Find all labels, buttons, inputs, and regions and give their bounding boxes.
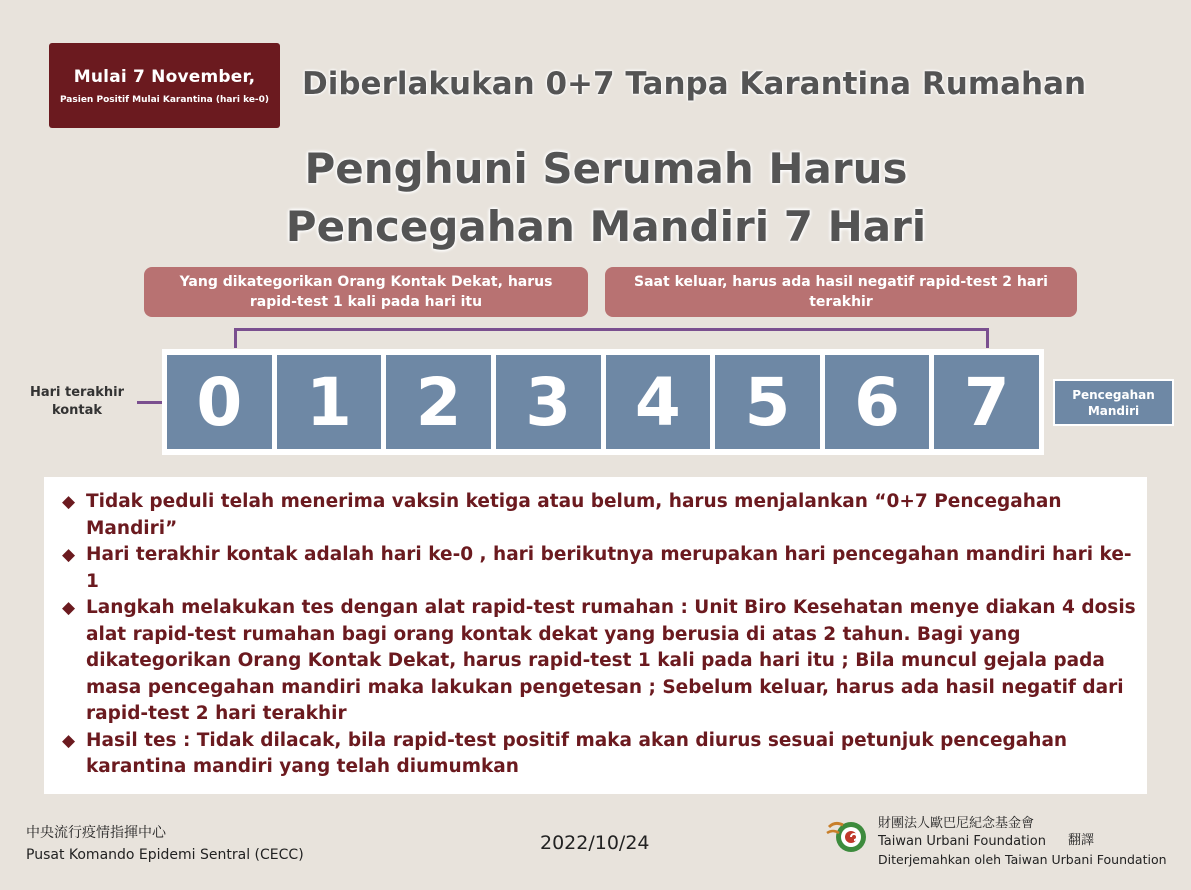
day-box-6: 6 [825, 355, 930, 449]
note-text: Hasil tes : Tidak dilacak, bila rapid-test positif maka akan diurus sesuai petunjuk pencegahan karantina mandiri yang telah diumumkan [86, 729, 1068, 777]
foundation-name-zh: 財團法人歐巴尼紀念基金會 [878, 816, 1035, 831]
diamond-bullet-icon: ◆ [62, 598, 76, 618]
day-box-4: 4 [606, 355, 711, 449]
badge-subtitle: Pasien Positif Mulai Karantina (hari ke-0) [59, 94, 270, 105]
title-line-2: Pencegahan Mandiri 7 Hari [285, 202, 927, 251]
day-box-5: 5 [715, 355, 820, 449]
notes-list [62, 489, 1137, 781]
list-item [62, 489, 1137, 542]
callout-first-test: Yang dikategorikan Orang Kontak Dekat, harus rapid-test 1 kali pada hari itu [144, 267, 588, 317]
start-date-badge [49, 43, 280, 128]
note-text: Hari terakhir kontak adalah hari ke-0 , hari berikutnya merupakan hari pencegahan mandiri hari ke-1 [86, 544, 1132, 592]
day-box-1: 1 [277, 355, 382, 449]
cecc-credit [26, 822, 304, 866]
badge-title: Mulai 7 November, [73, 66, 256, 87]
foundation-logo-icon [823, 815, 873, 857]
cecc-name-id: Pusat Komando Epidemi Sentral (CECC) [26, 847, 304, 863]
note-text: Langkah melakukan tes dengan alat rapid-test rumahan : Unit Biro Kesehatan menye diakan 4 dosis alat rapid-test rumahan bagi orang kontak dekat yang berusia di atas 2 tahun. Bagi yang dikategorikan Orang Kontak Dekat, harus rapid-test 1 kali pada hari itu ; Bila muncul gejala pada masa pencegahan mandiri maka lakukan pengetesan ; Sebelum keluar, harus ada hasil negatif dari rapid-test 2 hari terakhir [86, 597, 1136, 724]
headline: Diberlakukan 0+7 Tanpa Karantina Rumahan [302, 66, 1087, 102]
self-prevention-label: Pencegahan Mandiri [1053, 379, 1174, 426]
day-box-2: 2 [386, 355, 491, 449]
list-item [62, 728, 1137, 781]
day-box-7: 7 [934, 355, 1039, 449]
last-contact-connector [137, 401, 164, 404]
diamond-bullet-icon: ◆ [62, 545, 76, 565]
translation-label: 翻譯 [1068, 833, 1095, 848]
list-item [62, 595, 1137, 728]
callout-exit-test: Saat keluar, harus ada hasil negatif rapid-test 2 hari terakhir [605, 267, 1077, 317]
timeline-bracket [234, 328, 989, 348]
publish-date: 2022/10/24 [540, 832, 650, 854]
day-timeline [162, 349, 1044, 455]
diamond-bullet-icon: ◆ [62, 730, 76, 751]
last-contact-label: Hari terakhir kontak [29, 385, 125, 418]
translation-credit: Diterjemahkan oleh Taiwan Urbani Foundation [878, 852, 1167, 867]
day-box-0: 0 [167, 355, 272, 449]
foundation-credit [878, 815, 1046, 851]
cecc-name-zh: 中央流行疫情指揮中心 [26, 825, 166, 841]
note-text: Tidak peduli telah menerima vaksin ketiga atau belum, harus menjalankan “0+7 Pencegahan Mandiri” [86, 491, 1062, 539]
list-item [62, 542, 1137, 595]
page-title [200, 140, 1012, 256]
title-line-1: Penghuni Serumah Harus [304, 144, 908, 193]
day-box-3: 3 [496, 355, 601, 449]
foundation-name-en: Taiwan Urbani Foundation [878, 834, 1046, 849]
notes-panel [44, 477, 1147, 794]
diamond-bullet-icon: ◆ [62, 492, 76, 512]
